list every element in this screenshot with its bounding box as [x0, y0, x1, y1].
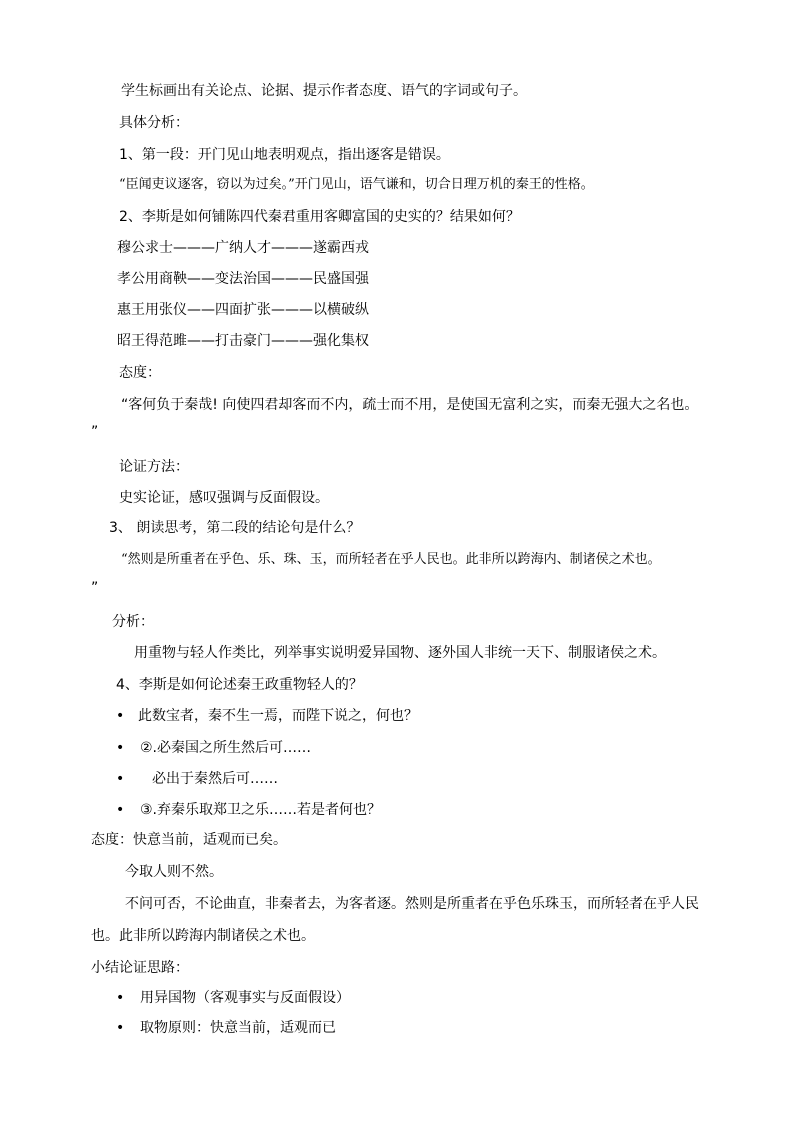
section4-attitude: 态度：快意当前，适观而已矣。 [91, 832, 287, 848]
section3-analysis-text: 用重物与轻人作类比，列举事实说明爱异国物、逐外国人非统一天下、制服诸侯之术。 [134, 645, 666, 661]
list-item: 孝公用商鞅——变法治国———民盛国强 [117, 271, 369, 287]
intro-text: 学生标画出有关论点、论据、提示作者态度、语气的字词或句子。 [121, 83, 527, 99]
section2-question: 2、李斯是如何铺陈四代秦君重用客卿富国的史实的？结果如何？ [119, 209, 520, 225]
list-item: 惠王用张仪——四面扩张———以横破纵 [117, 302, 369, 318]
bullet-item: ③.弃秦乐取郑卫之乐……若是者何也？ [140, 802, 382, 818]
summary-item: 用异国物（客观事实与反面假设） [140, 990, 350, 1006]
bullet-dot: • [116, 802, 125, 818]
bullet-item: 此数宝者，秦不生一焉，而陛下说之，何也？ [138, 708, 418, 724]
bullet-dot: • [116, 1020, 125, 1036]
list-item: 昭王得范雎——打击豪门———强化集权 [117, 333, 369, 349]
section3-question: 3、 朗读思考，第二段的结论句是什么？ [109, 520, 361, 536]
method-label: 论证方法： [119, 459, 189, 475]
summary-item: 取物原则：快意当前，适观而已 [140, 1020, 336, 1036]
section4-contrast: 今取人则不然。 [125, 864, 223, 880]
attitude-label: 态度： [119, 365, 161, 381]
bullet-dot: • [116, 740, 125, 756]
summary-label: 小结论证思路： [91, 960, 189, 976]
attitude-quote: “客何负于秦哉! 向使四君却客而不内，疏士而不用，是使国无富利之实，而秦无强大之名也。 [121, 397, 699, 413]
section3-quote-end: ” [91, 580, 99, 596]
section3-quote: “然则是所重者在乎色、乐、珠、玉，而所轻者在乎人民也。此非所以跨海内、制诸侯之术也。 [121, 552, 661, 567]
bullet-dot: • [116, 708, 125, 724]
bullet-item: ②.必秦国之所生然后可…… [140, 740, 312, 756]
bullet-item: 必出于秦然后可…… [152, 771, 278, 787]
section3-analysis-label: 分析： [112, 614, 154, 630]
section1-quote: “臣闻吏议逐客，窃以为过矣。”开门见山，语气谦和，切合日理万机的秦王的性格。 [119, 177, 594, 192]
bullet-dot: • [116, 990, 125, 1006]
method-text: 史实论证，感叹强调与反面假设。 [119, 490, 329, 506]
bullet-dot: • [116, 771, 125, 787]
section4-paragraph-line: 不问可否，不论曲直，非秦者去，为客者逐。然则是所重者在乎色乐珠玉，而所轻者在乎人民 [125, 896, 699, 912]
section4-paragraph-line: 也。此非所以跨海内制诸侯之术也。 [91, 928, 315, 944]
list-item: 穆公求士———广纳人才———遂霸西戎 [117, 240, 369, 256]
attitude-quote-end: ” [91, 424, 99, 440]
analysis-heading: 具体分析： [119, 115, 189, 131]
section4-question: 4、李斯是如何论述秦王政重物轻人的？ [116, 677, 363, 693]
section1-title: 1、第一段：开门见山地表明观点，指出逐客是错误。 [119, 147, 450, 163]
